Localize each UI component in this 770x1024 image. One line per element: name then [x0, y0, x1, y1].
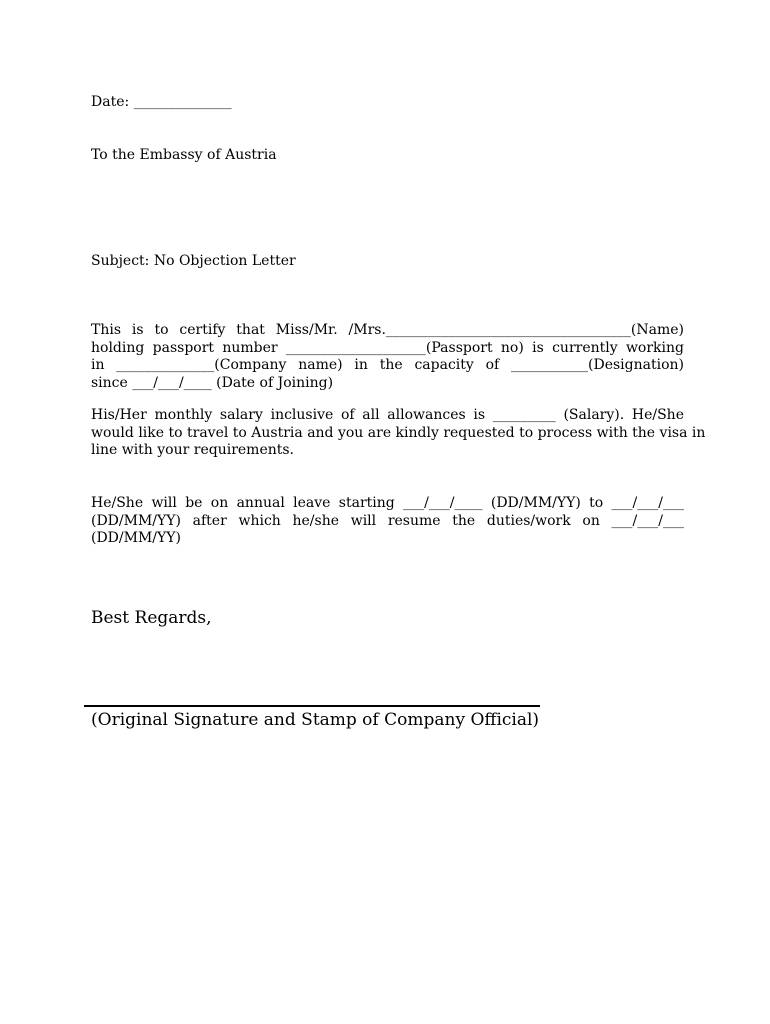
salary-paragraph [91, 407, 706, 460]
paragraph-line: would like to travel to Austria and you are kindly requested to process with the visa in [91, 424, 706, 441]
recipient-line: To the Embassy of Austria [91, 147, 277, 163]
signature-caption: (Original Signature and Stamp of Company Official) [91, 710, 540, 730]
date-line: Date: ______________ [91, 94, 232, 110]
subject-line: Subject: No Objection Letter [91, 253, 296, 269]
paragraph-line: (DD/MM/YY) after which he/she will resume the duties/work on ___/___/___ [91, 512, 684, 529]
paragraph-line: (DD/MM/YY) [91, 530, 181, 546]
paragraph-line: holding passport number ____________________(Passport no) is currently working [91, 339, 684, 356]
signature-line [84, 705, 540, 707]
closing-regards: Best Regards, [91, 608, 212, 628]
paragraph-line: line with your requirements. [91, 442, 295, 458]
certification-paragraph [91, 322, 684, 392]
paragraph-line: This is to certify that Miss/Mr. /Mrs.___________________________________(Name) [91, 322, 684, 338]
leave-paragraph [91, 495, 684, 548]
paragraph-line: His/Her monthly salary inclusive of all allowances is _________ (Salary). He/She [91, 407, 684, 423]
paragraph-line: in ______________(Company name) in the capacity of ___________(Designation) [91, 357, 684, 373]
paragraph-line: since ___/___/____ (Date of Joining) [91, 374, 334, 391]
paragraph-line: He/She will be on annual leave starting ___/___/____ (DD/MM/YY) to ___/___/___ [91, 495, 684, 511]
